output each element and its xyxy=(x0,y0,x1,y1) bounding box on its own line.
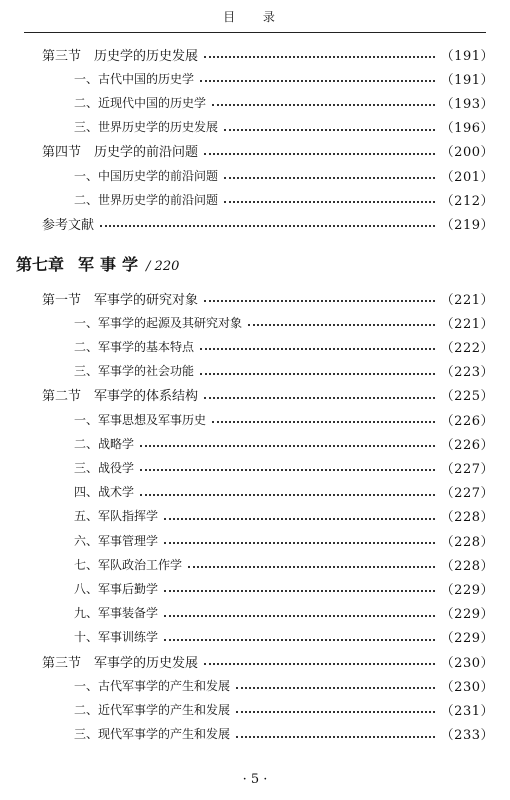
toc-entry-page: （228） xyxy=(440,558,494,574)
toc-entry-page: （229） xyxy=(440,607,494,623)
toc-entry-label: 一、古代军事学的产生和发展 xyxy=(74,678,231,693)
dot-leader xyxy=(224,201,435,203)
toc-entry-page: （191） xyxy=(440,48,494,64)
page-number: · 5 · xyxy=(242,772,268,787)
toc-entry-page: （229） xyxy=(440,631,494,647)
toc-section[interactable] xyxy=(42,141,494,161)
dot-leader xyxy=(164,639,435,641)
toc-entry-label: 七、军队政治工作学 xyxy=(74,557,183,572)
toc-entry-label: 四、战术学 xyxy=(74,485,135,500)
toc-entry-page: （196） xyxy=(440,121,494,137)
toc-entry-label: 一、军事思想及军事历史 xyxy=(74,412,207,427)
toc-subentry[interactable] xyxy=(74,189,494,209)
toc-section[interactable] xyxy=(42,44,494,64)
dot-leader xyxy=(100,225,435,227)
toc-entry-page: （227） xyxy=(440,461,494,477)
toc-entry-label: 二、世界历史学的前沿问题 xyxy=(74,192,219,207)
toc-subentry[interactable] xyxy=(74,68,494,88)
toc-subentry[interactable] xyxy=(74,699,494,719)
dot-leader xyxy=(140,494,435,496)
toc-entry-label: 一、中国历史学的前沿问题 xyxy=(74,168,219,183)
toc-entry-label: 二、近代军事学的产生和发展 xyxy=(74,702,231,717)
chapter-number: 第七章 xyxy=(16,255,65,274)
dot-leader xyxy=(164,518,435,520)
toc-entry-page: （227） xyxy=(440,486,494,502)
toc-entry-label: 第三节 历史学的历史发展 xyxy=(42,48,199,64)
toc-subentry[interactable] xyxy=(74,361,494,381)
running-header: 目 录 xyxy=(223,10,287,24)
toc-entry-label: 三、军事学的社会功能 xyxy=(74,364,195,379)
toc-entry-page: （226） xyxy=(440,437,494,453)
toc-entry-page: （222） xyxy=(440,340,494,356)
toc-entry-page: （233） xyxy=(440,728,494,744)
toc-entry-label: 二、军事学的基本特点 xyxy=(74,339,195,354)
toc-entry-page: （228） xyxy=(440,510,494,526)
toc-entry-label: 五、军队指挥学 xyxy=(74,509,159,524)
dot-leader xyxy=(236,736,435,738)
dot-leader xyxy=(204,300,435,302)
toc-entry-page: （231） xyxy=(440,703,494,719)
toc-entry-page: （230） xyxy=(440,655,494,671)
toc-entry-page: （230） xyxy=(440,679,494,695)
dot-leader xyxy=(140,445,435,447)
toc-subentry[interactable] xyxy=(74,627,494,647)
dot-leader xyxy=(224,129,435,131)
toc-entry-page: （229） xyxy=(440,582,494,598)
toc-entry-label: 三、战役学 xyxy=(74,460,135,475)
toc-subentry[interactable] xyxy=(74,312,494,332)
toc-entry-page: （212） xyxy=(440,193,494,209)
toc-section[interactable] xyxy=(42,385,494,405)
toc-subentry[interactable] xyxy=(74,506,494,526)
toc-entry-label: 二、近现代中国的历史学 xyxy=(74,95,207,110)
toc-subentry[interactable] xyxy=(74,603,494,623)
toc-subentry[interactable] xyxy=(74,578,494,598)
toc-subentry[interactable] xyxy=(74,530,494,550)
toc-entry-page: （221） xyxy=(440,292,494,308)
dot-leader xyxy=(212,104,435,106)
toc-entry-page: （193） xyxy=(440,96,494,112)
dot-leader xyxy=(200,348,435,350)
dot-leader xyxy=(204,397,435,399)
toc-section[interactable] xyxy=(42,651,494,671)
dot-leader xyxy=(204,153,435,155)
dot-leader xyxy=(164,590,435,592)
dot-leader xyxy=(212,421,435,423)
toc-entry-page: （191） xyxy=(440,72,494,88)
header-rule xyxy=(24,32,486,33)
toc-subentry[interactable] xyxy=(74,554,494,574)
toc-entry-page: （226） xyxy=(440,413,494,429)
toc-entry-page: （228） xyxy=(440,534,494,550)
toc-entry-label: 三、世界历史学的历史发展 xyxy=(74,120,219,135)
dot-leader xyxy=(204,56,435,58)
toc-entry-label: 八、军事后勤学 xyxy=(74,581,159,596)
toc-entry-page: （201） xyxy=(440,169,494,185)
dot-leader xyxy=(200,80,435,82)
toc-entry-label: 六、军事管理学 xyxy=(74,533,159,548)
toc-entry-page: （223） xyxy=(440,365,494,381)
toc-subentry[interactable] xyxy=(74,724,494,744)
chapter-title: 军事学 xyxy=(78,255,145,274)
dot-leader xyxy=(200,373,435,375)
chapter-page: / 220 xyxy=(146,259,180,274)
toc-subentry[interactable] xyxy=(74,457,494,477)
toc-subentry[interactable] xyxy=(74,409,494,429)
toc-entry-label: 一、军事学的起源及其研究对象 xyxy=(74,315,243,330)
toc-section[interactable] xyxy=(42,288,494,308)
dot-leader xyxy=(248,324,435,326)
dot-leader xyxy=(236,687,435,689)
toc-subentry[interactable] xyxy=(74,482,494,502)
toc-section[interactable] xyxy=(42,213,494,233)
toc-subentry[interactable] xyxy=(74,165,494,185)
toc-subentry[interactable] xyxy=(74,433,494,453)
toc-entry-label: 第四节 历史学的前沿问题 xyxy=(42,145,199,161)
dot-leader xyxy=(204,663,435,665)
toc-entry-label: 二、战略学 xyxy=(74,436,135,451)
dot-leader xyxy=(164,542,435,544)
toc-entry-label: 九、军事装备学 xyxy=(74,606,159,621)
toc-entry-label: 参考文献 xyxy=(42,217,95,233)
toc-entry-label: 一、古代中国的历史学 xyxy=(74,71,195,86)
toc-entry-label: 第二节 军事学的体系结构 xyxy=(42,389,199,405)
toc-entry-label: 十、军事训练学 xyxy=(74,630,159,645)
toc-subentry[interactable] xyxy=(74,675,494,695)
dot-leader xyxy=(140,469,435,471)
toc-subentry[interactable] xyxy=(74,117,494,137)
toc-entry-label: 第三节 军事学的历史发展 xyxy=(42,655,199,671)
toc-entry-label: 第一节 军事学的研究对象 xyxy=(42,292,199,308)
toc-entry-page: （225） xyxy=(440,389,494,405)
dot-leader xyxy=(164,615,435,617)
toc-entry-page: （221） xyxy=(440,316,494,332)
toc-entry-label: 三、现代军事学的产生和发展 xyxy=(74,727,231,742)
dot-leader xyxy=(188,566,435,568)
toc-subentry[interactable] xyxy=(74,336,494,356)
chapter-heading[interactable] xyxy=(16,252,179,276)
dot-leader xyxy=(224,177,435,179)
toc-entry-page: （200） xyxy=(440,145,494,161)
toc-entry-page: （219） xyxy=(440,217,494,233)
dot-leader xyxy=(236,711,435,713)
toc-subentry[interactable] xyxy=(74,92,494,112)
